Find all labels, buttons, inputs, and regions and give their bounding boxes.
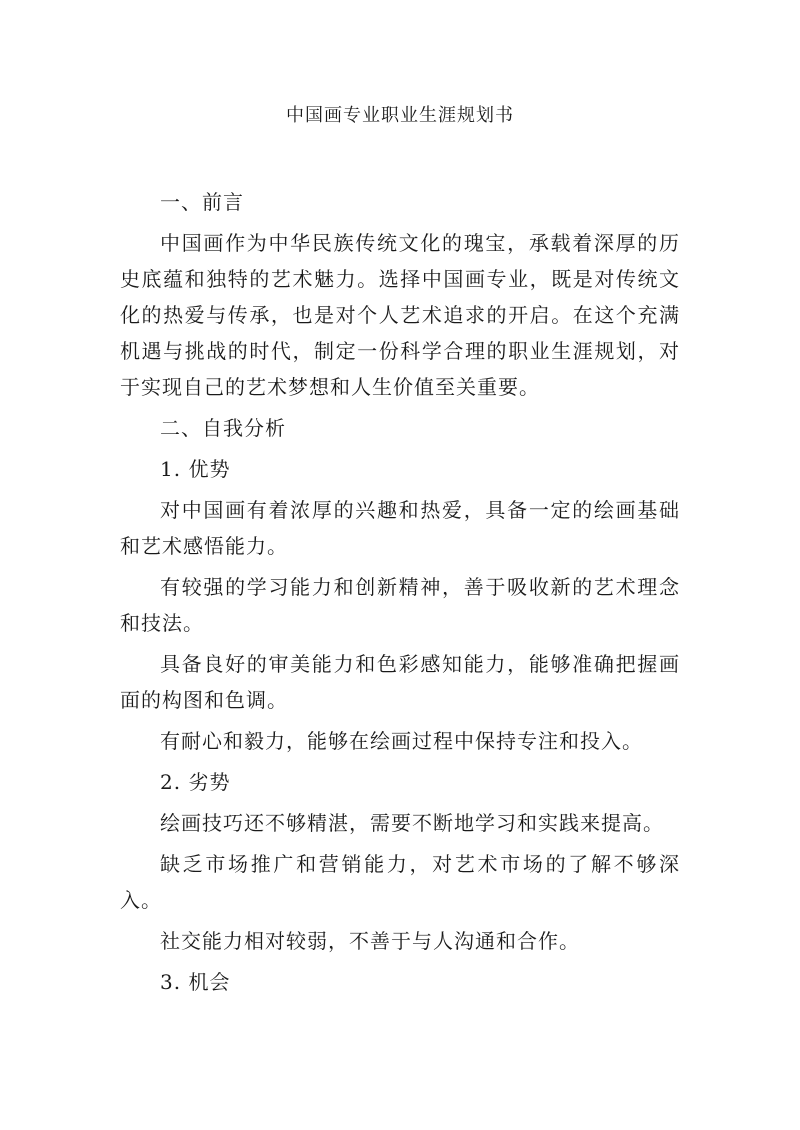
strength-item: 对中国画有着浓厚的兴趣和热爱，具备一定的绘画基础和艺术感悟能力。 bbox=[120, 498, 680, 558]
strength-item: 有耐心和毅力，能够在绘画过程中保持专注和投入。 bbox=[160, 729, 643, 753]
weaknesses-heading: 2. 劣势 bbox=[160, 770, 231, 794]
strength-item: 有较强的学习能力和创新精神，善于吸收新的艺术理念和技法。 bbox=[120, 575, 680, 635]
preface-paragraph: 中国画作为中华民族传统文化的瑰宝，承载着深厚的历史底蕴和独特的艺术魅力。选择中国画专业，既是对传统文化的热爱与传承，也是对个人艺术追求的开启。在这个充满机遇与挑战的时代，制定一份科学合理的职业生涯规划，对于实现自己的艺术梦想和人生价值至关重要。 bbox=[120, 231, 680, 399]
strength-item: 具备良好的审美能力和色彩感知能力，能够准确把握画面的构图和色调。 bbox=[120, 652, 680, 712]
weakness-item: 社交能力相对较弱，不善于与人沟通和合作。 bbox=[160, 929, 580, 953]
document-body bbox=[120, 184, 680, 1005]
weakness-item: 缺乏市场推广和营销能力，对艺术市场的了解不够深入。 bbox=[120, 852, 680, 912]
opportunities-heading: 3. 机会 bbox=[160, 970, 231, 994]
weakness-item: 绘画技巧还不够精湛，需要不断地学习和实践来提高。 bbox=[160, 811, 664, 835]
self-analysis-heading: 二、自我分析 bbox=[160, 416, 286, 440]
page-title: 中国画专业职业生涯规划书 bbox=[286, 105, 514, 126]
preface-heading: 一、前言 bbox=[160, 190, 244, 214]
strengths-heading: 1. 优势 bbox=[160, 457, 231, 481]
